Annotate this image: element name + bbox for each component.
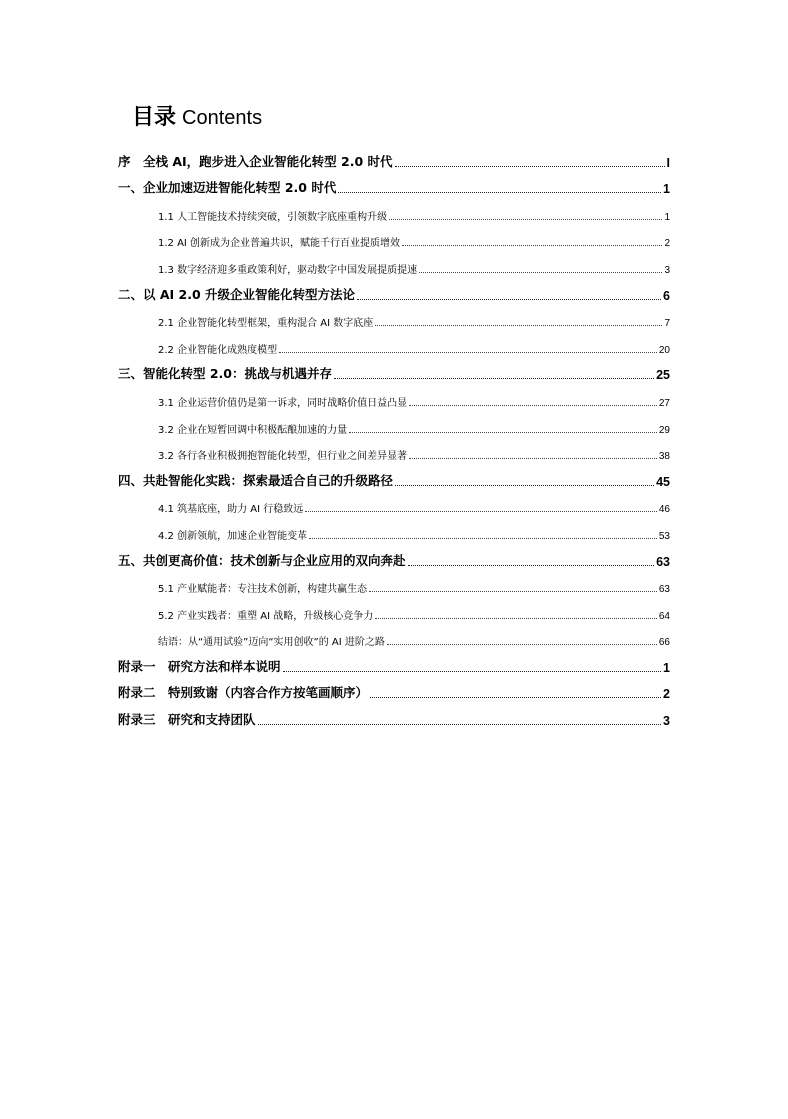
toc-entry-page-number: 45: [656, 474, 670, 489]
toc-entry-page-number: 63: [658, 584, 670, 596]
toc-entry-label: 4.2 创新领航，加速企业智能变革: [158, 530, 308, 542]
dot-leader: [409, 458, 657, 459]
toc-entry-chapter[interactable]: [118, 545, 670, 572]
dot-leader: [283, 671, 662, 672]
toc-entry-section[interactable]: [118, 385, 670, 412]
dot-leader: [375, 325, 662, 326]
toc-entry-label: 五、共创更高价值：技术创新与企业应用的双向奔赴: [118, 552, 406, 568]
dot-leader: [279, 352, 657, 353]
toc-entry-section[interactable]: [118, 518, 670, 545]
toc-entry-label: 四、共赴智能化实践：探索最适合自己的升级路径: [118, 472, 394, 488]
toc-entry-page-number: 46: [658, 504, 670, 516]
toc-entry-label: 二、以 AI 2.0 升级企业智能化转型方法论: [118, 286, 356, 302]
toc-entry-page-number: 20: [658, 344, 670, 356]
toc-entry-page-number: 27: [658, 397, 670, 409]
toc-entry-label: 一、企业加速迈进智能化转型 2.0 时代: [118, 180, 337, 196]
toc-entry-section[interactable]: [118, 572, 670, 599]
dot-leader: [408, 565, 655, 566]
toc-entry-chapter[interactable]: [118, 704, 670, 731]
table-of-contents: [118, 146, 670, 731]
toc-entry-chapter[interactable]: [118, 359, 670, 386]
toc-heading: [132, 103, 262, 133]
dot-leader: [357, 299, 661, 300]
toc-entry-page-number: 7: [664, 318, 670, 330]
toc-entry-label: 附录三 研究和支持团队: [118, 712, 256, 728]
toc-entry-label: 序 全栈 AI，跑步进入企业智能化转型 2.0 时代: [118, 153, 393, 169]
dot-leader: [258, 724, 662, 725]
toc-entry-chapter[interactable]: [118, 279, 670, 306]
dot-leader: [338, 192, 661, 193]
dot-leader: [375, 618, 657, 619]
toc-entry-label: 1.3 数字经济迎多重政策利好，驱动数字中国发展提质提速: [158, 264, 418, 276]
toc-entry-page-number: 3: [663, 714, 670, 729]
toc-heading-zh: 目录: [132, 105, 177, 130]
dot-leader: [387, 644, 657, 645]
toc-entry-label: 3.2 企业在短暂回调中积极酝酿加速的力量: [158, 424, 348, 436]
toc-entry-section[interactable]: [118, 226, 670, 253]
toc-entry-page-number: 1: [664, 211, 670, 223]
toc-entry-chapter[interactable]: [118, 146, 670, 173]
toc-entry-page-number: 1: [663, 182, 670, 197]
dot-leader: [419, 272, 662, 273]
toc-entry-label: 2.2 企业智能化成熟度模型: [158, 344, 278, 356]
toc-entry-section[interactable]: [118, 332, 670, 359]
toc-entry-page-number: I: [666, 155, 670, 170]
toc-entry-section[interactable]: [118, 199, 670, 226]
toc-entry-section[interactable]: [118, 598, 670, 625]
dot-leader: [349, 432, 657, 433]
toc-entry-label: 5.2 产业实践者：重塑 AI 战略，升级核心竞争力: [158, 610, 374, 622]
toc-entry-label: 4.1 筑基底座，助力 AI 行稳致远: [158, 504, 304, 516]
dot-leader: [389, 219, 662, 220]
dot-leader: [370, 697, 661, 698]
toc-entry-page-number: 64: [658, 610, 670, 622]
toc-entry-label: 3.2 各行各业积极拥抱智能化转型，但行业之间差异显著: [158, 451, 408, 463]
toc-entry-label: 1.1 人工智能技术持续突破，引领数字底座重构升级: [158, 211, 388, 223]
toc-entry-page-number: 1: [663, 660, 670, 675]
toc-entry-page-number: 53: [658, 530, 670, 542]
toc-entry-label: 3.1 企业运营价值仍是第一诉求，同时战略价值日益凸显: [158, 397, 408, 409]
dot-leader: [395, 485, 654, 486]
toc-entry-section[interactable]: [118, 412, 670, 439]
toc-entry-label: 三、智能化转型 2.0：挑战与机遇并存: [118, 366, 332, 382]
toc-entry-section[interactable]: [118, 625, 670, 652]
dot-leader: [305, 511, 657, 512]
toc-entry-page-number: 25: [656, 368, 670, 383]
dot-leader: [369, 591, 657, 592]
toc-entry-section[interactable]: [118, 492, 670, 519]
toc-entry-label: 1.2 AI 创新成为企业普遍共识，赋能千行百业提质增效: [158, 238, 401, 250]
toc-entry-section[interactable]: [118, 306, 670, 333]
toc-entry-chapter[interactable]: [118, 678, 670, 705]
toc-entry-label: 附录一 研究方法和样本说明: [118, 658, 281, 674]
toc-entry-chapter[interactable]: [118, 173, 670, 200]
toc-entry-page-number: 6: [663, 288, 670, 303]
toc-entry-chapter[interactable]: [118, 651, 670, 678]
toc-entry-label: 结语：从“通用试验”迈向“实用创收”的 AI 进阶之路: [158, 637, 385, 649]
dot-leader: [309, 538, 657, 539]
toc-entry-page-number: 38: [658, 451, 670, 463]
toc-entry-page-number: 2: [664, 238, 670, 250]
toc-entry-page-number: 66: [658, 637, 670, 649]
toc-entry-label: 2.1 企业智能化转型框架，重构混合 AI 数字底座: [158, 318, 374, 330]
toc-entry-page-number: 29: [658, 424, 670, 436]
toc-entry-page-number: 2: [663, 687, 670, 702]
dot-leader: [334, 378, 654, 379]
toc-entry-page-number: 63: [656, 554, 670, 569]
toc-entry-page-number: 3: [664, 264, 670, 276]
toc-entry-label: 5.1 产业赋能者：专注技术创新，构建共赢生态: [158, 584, 368, 596]
toc-entry-section[interactable]: [118, 252, 670, 279]
toc-entry-section[interactable]: [118, 439, 670, 466]
dot-leader: [402, 245, 662, 246]
dot-leader: [395, 166, 665, 167]
dot-leader: [409, 405, 657, 406]
toc-entry-label: 附录二 特别致谢（内容合作方按笔画顺序）: [118, 685, 369, 701]
toc-heading-en: Contents: [182, 107, 263, 129]
toc-entry-chapter[interactable]: [118, 465, 670, 492]
